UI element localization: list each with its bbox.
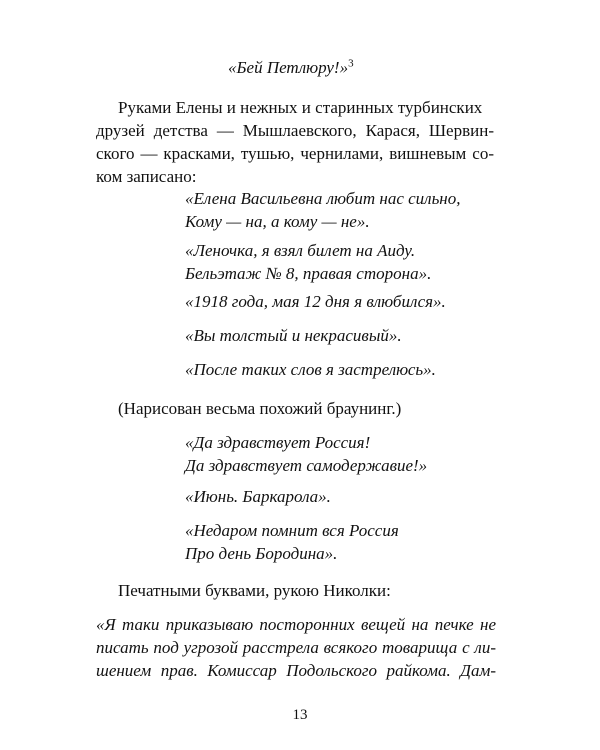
section-title <box>228 58 354 78</box>
inscription-line: «1918 года, мая 12 дня я влюбился». <box>185 292 446 311</box>
inscription-line: Кому — на, а кому — не». <box>185 212 370 231</box>
inscription-line: «Елена Васильевна любит нас сильно, <box>185 189 461 208</box>
section-title-text: «Бей Петлюру!» <box>228 58 349 77</box>
nikolka-line: писать под угрозой расстрела всякого товарища с ли- <box>96 638 496 657</box>
inscription-line: Да здравствует самодержавие!» <box>185 456 428 475</box>
nikolka-line: шением прав. Комиссар Подольского райкома. Дам- <box>96 661 496 680</box>
inscription-line: «Да здравствует Россия! <box>185 433 371 452</box>
inscription-line: Про день Бородина». <box>185 544 338 563</box>
nikolka-intro: Печатными буквами, рукою Николки: <box>118 581 391 600</box>
note-text: (Нарисован весьма похожий браунинг.) <box>118 399 402 418</box>
inscription-line: «Леночка, я взял билет на Аиду. <box>185 241 416 260</box>
inscription-line: «Вы толстый и некрасивый». <box>185 326 402 345</box>
page-number: 13 <box>292 707 308 723</box>
intro-line: ком записано: <box>96 167 197 186</box>
intro-line: друзей детства — Мышлаевского, Карася, Шервин- <box>96 121 494 140</box>
inscription-line: «Июнь. Баркарола». <box>185 487 331 506</box>
nikolka-line: «Я таки приказываю посторонних вещей на печке не <box>96 615 496 634</box>
inscription-line: «После таких слов я застрелюсь». <box>185 360 436 379</box>
intro-line: Руками Елены и нежных и старинных турбинских <box>118 98 483 117</box>
intro-line: ского — красками, тушью, чернилами, вишневым со- <box>96 144 494 163</box>
inscription-line: Бельэтаж № 8, правая сторона». <box>185 264 432 283</box>
footnote-reference: 3 <box>348 57 354 70</box>
inscription-line: «Недаром помнит вся Россия <box>185 521 399 540</box>
